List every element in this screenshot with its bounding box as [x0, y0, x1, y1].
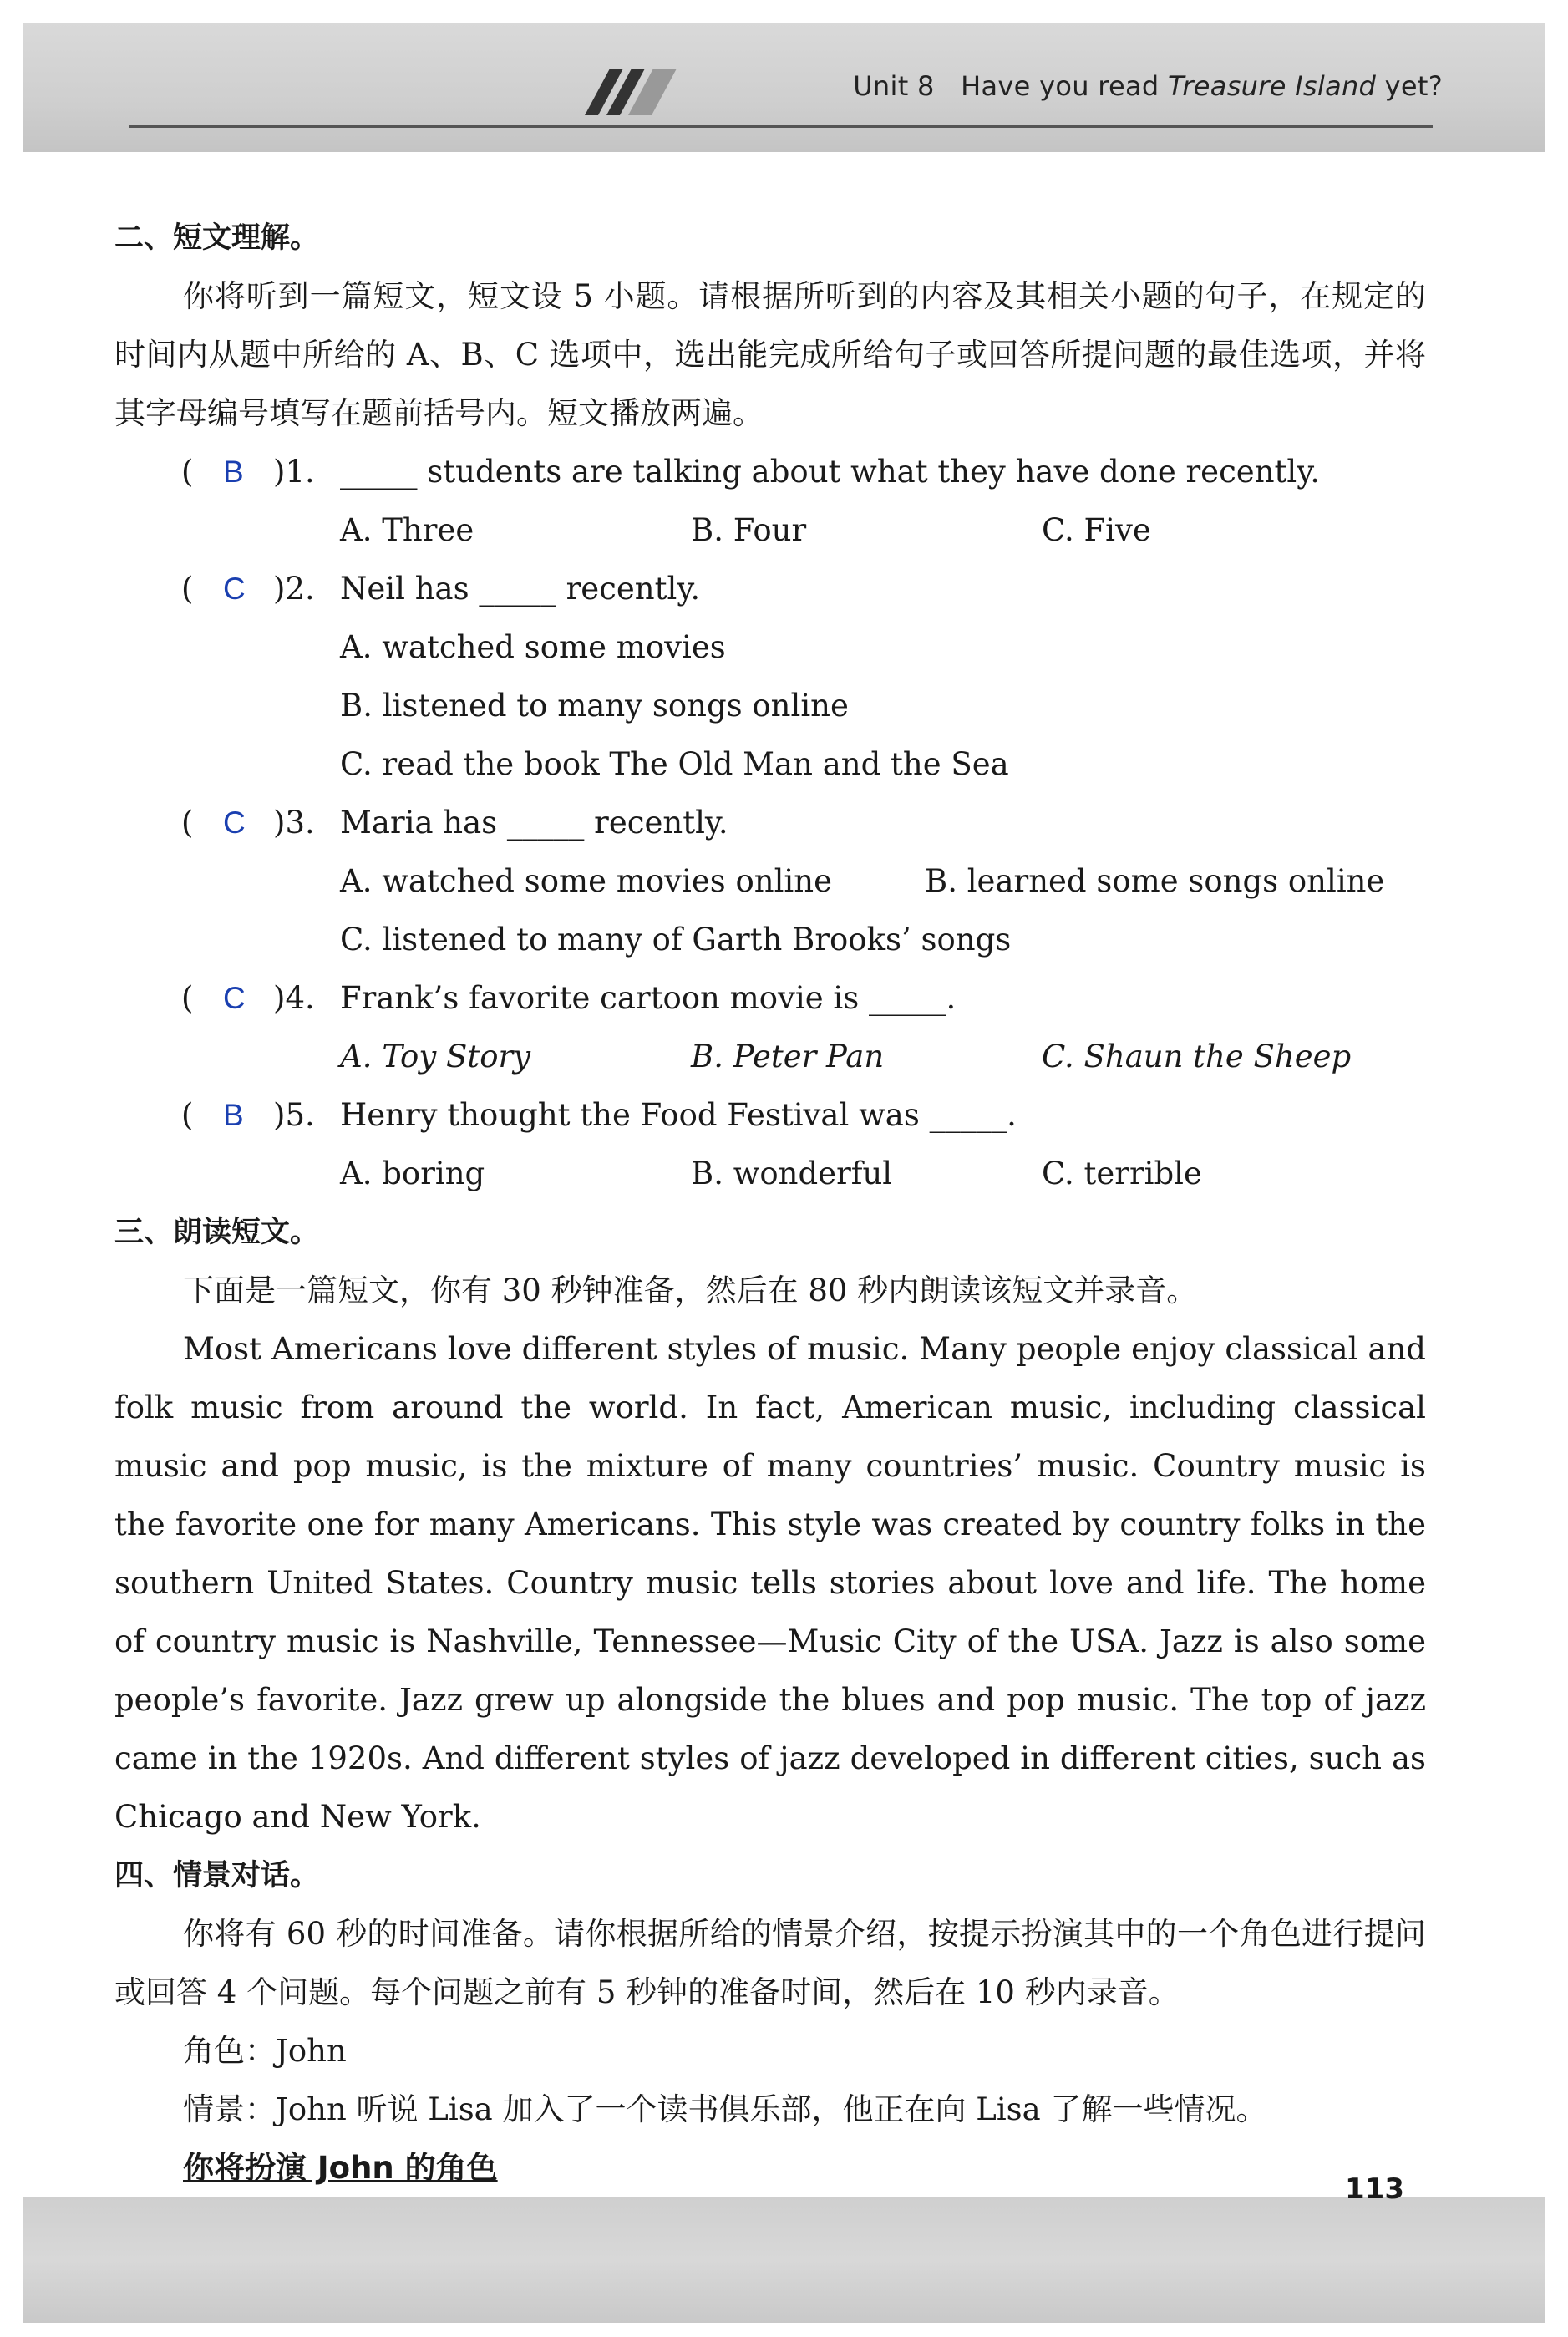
- question-3-stem: Maria has _____ recently.: [340, 805, 728, 841]
- question-4-stem: Frank’s favorite cartoon movie is _____.: [340, 980, 957, 1016]
- option: C. terrible: [1042, 1156, 1202, 1191]
- question-2: ( C )2. Neil has _____ recently.: [114, 560, 1426, 618]
- answer-2: C: [223, 572, 246, 606]
- option: A. Three: [340, 512, 474, 548]
- option: B. Peter Pan: [691, 1039, 885, 1075]
- question-5-options: [114, 1145, 1426, 1203]
- section2-instructions: 你将听到一篇短文，短文设 5 小题。请根据所听到的内容及其相关小题的句子，在规定的时间内从题中所给的 A、B、C 选项中，选出能完成所给句子或回答所提问题的最佳选项，并将其字母编号填写在题前括号内。短文播放两遍。: [114, 278, 1426, 431]
- option: C. read the book The Old Man and the Sea: [340, 746, 1009, 782]
- question-5: ( B )5. Henry thought the Food Festival was _____.: [114, 1086, 1426, 1145]
- answer-5: B: [223, 1098, 244, 1132]
- header-rule: [129, 125, 1433, 128]
- reading-passage: Most Americans love different styles of music. Many people enjoy classical and folk music from around the world. In fact, American music, including classical music and pop music, is the mixture of many countries’ music. Country music is the favorite one for many Americans. This style was created by country folks in the southern United States. Country music tells stories about love and life. The home of country music is Nashville, Tennessee—Music City of the USA. Jazz is also some people’s favorite. Jazz grew up alongside the blues and pop music. The top of jazz came in the 1920s. And different styles of jazz developed in different cities, such as Chicago and New York.: [114, 1331, 1426, 1835]
- page-content: [114, 209, 1426, 2197]
- question-1-stem: _____ students are talking about what they have done recently.: [340, 454, 1320, 490]
- option: B. wonderful: [691, 1156, 893, 1191]
- page-number: 113: [1345, 2172, 1404, 2206]
- option: B. Four: [691, 512, 807, 548]
- question-1: ( B )1. _____ students are talking about what they have done recently.: [114, 443, 1426, 501]
- question-2-stem: Neil has _____ recently.: [340, 571, 701, 607]
- option: A. watched some movies: [340, 629, 726, 665]
- unit-title-book: Treasure Island: [1167, 70, 1377, 102]
- section3-instructions: 下面是一篇短文，你有 30 秒钟准备，然后在 80 秒内朗读该短文并录音。: [183, 1273, 1198, 1308]
- answer-4: C: [223, 981, 246, 1015]
- unit-label: Unit 8: [853, 70, 935, 102]
- answer-1: B: [223, 455, 244, 489]
- question-2-option-a: [114, 618, 1426, 677]
- question-2-option-c: [114, 735, 1426, 794]
- header-stripes-decoration: [585, 67, 677, 117]
- section4-role: 角色：John: [183, 2033, 347, 2069]
- section4-scenario: 情景：John 听说 Lisa 加入了一个读书俱乐部，他正在向 Lisa 了解一些情况。: [183, 2091, 1267, 2127]
- section4-heading: 四、情景对话。: [114, 1859, 320, 1892]
- option: A. watched some movies online: [340, 863, 832, 899]
- unit-title-post: yet?: [1376, 70, 1443, 102]
- option: C. Shaun the Sheep: [1042, 1039, 1352, 1075]
- section4-instructions: 你将有 60 秒的时间准备。请你根据所给的情景介绍，按提示扮演其中的一个角色进行提问或回答 4 个问题。每个问题之前有 5 秒钟的准备时间，然后在 10 秒内录音。: [114, 1916, 1426, 2010]
- answer-3: C: [223, 805, 246, 840]
- section3-heading: 三、朗读短文。: [114, 1216, 320, 1249]
- option: C. listened to many of Garth Brooks’ songs: [340, 922, 1012, 958]
- option: B. listened to many songs online: [340, 688, 849, 724]
- question-3-options-ab: [114, 852, 1426, 911]
- running-header: [853, 70, 1443, 102]
- footer-band: [23, 2197, 1545, 2323]
- question-4: ( C )4. Frank’s favorite cartoon movie is _____.: [114, 969, 1426, 1028]
- question-4-options: [114, 1028, 1426, 1086]
- unit-title-pre: Have you read: [961, 70, 1168, 102]
- section4-task: 你将扮演 John 的角色: [183, 2150, 498, 2186]
- option: A. boring: [340, 1156, 485, 1191]
- option: C. Five: [1042, 512, 1151, 548]
- option: A. Toy Story: [340, 1039, 531, 1075]
- question-3: ( C )3. Maria has _____ recently.: [114, 794, 1426, 852]
- option: B. learned some songs online: [925, 863, 1385, 899]
- section2-heading: 二、短文理解。: [114, 221, 320, 255]
- section4-task-wrap: [114, 2139, 1426, 2197]
- question-1-options: [114, 501, 1426, 560]
- question-3-option-c: [114, 911, 1426, 969]
- question-2-option-b: [114, 677, 1426, 735]
- question-5-stem: Henry thought the Food Festival was _____.: [340, 1097, 1017, 1133]
